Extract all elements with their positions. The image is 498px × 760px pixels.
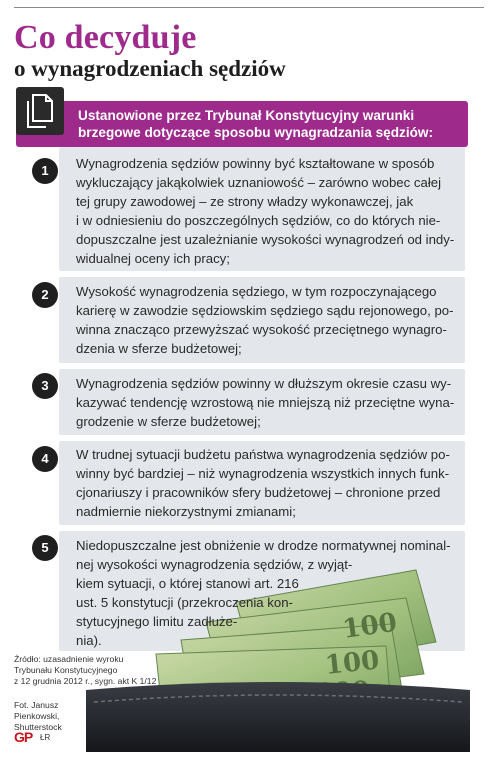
source-line: Trybunału Konstytucyjnego (14, 665, 118, 675)
item-5-line: Niedopuszczalne jest obniżenie w drodze normatywnej nominal- (76, 538, 451, 553)
item-4-line: winny być bardziej – niż wynagrodzenia wszystkich innych funk- (76, 466, 450, 481)
item-3-line: kazywać tendencję wzrostową nie mniejszą niż przeciętne wyna- (76, 395, 455, 410)
item-1-line: widualnej oceny ich pracy; (76, 251, 230, 266)
item-text-2 (76, 282, 458, 358)
item-text-5 (76, 536, 456, 650)
photo-line: Shutterstock (14, 722, 62, 732)
item-1-line: tej grupy zawodowej – ze strony władzy wykonawczej, jak (76, 194, 414, 209)
top-rule (14, 7, 484, 8)
source-line: Źródło: uzasadnienie wyroku (14, 654, 124, 664)
header-line-2: brzegowe dotyczące sposobu wynagradzania sędziów: (78, 125, 434, 140)
wallet (86, 682, 470, 752)
item-2-line: Wysokość wynagrodzenia sędziego, w tym rozpoczynającego (76, 284, 437, 299)
item-number-1: 1 (32, 158, 58, 184)
header-line-1: Ustanowione przez Trybunał Konstytucyjny warunki (78, 108, 415, 123)
header-text (78, 107, 466, 141)
item-3-line: grodzenie w sferze budżetowej; (76, 414, 261, 429)
source-note (14, 654, 164, 687)
item-2-line: winna znacząco przewyższać wysokość przeciętnego wynagro- (76, 322, 447, 337)
banknote-value: 100 (323, 645, 381, 681)
item-4-line: W trudnej sytuacji budżetu państwa wynagrodzenia sędziów po- (76, 447, 450, 462)
item-text-1 (76, 154, 458, 268)
page-title: Co decyduje (14, 19, 197, 56)
item-1-line: dopuszczalne jest uzależnianie wysokości wynagrodzeń od indy- (76, 232, 455, 247)
item-number-3: 3 (32, 373, 58, 399)
page-subtitle: o wynagrodzeniach sędziów (14, 56, 286, 81)
item-5-line: nej wysokości wynagrodzenia sędziów, z wyjąt- (76, 557, 353, 572)
item-2-line: dzenia w sferze budżetowej; (76, 341, 242, 356)
item-2-line: karierę w zawodzie sędziowskim sędziego sądu rejonowego, po- (76, 303, 454, 318)
photo-line: Pienkowski, (14, 711, 60, 721)
item-text-4 (76, 445, 458, 521)
banknote-value: 100 (340, 607, 399, 645)
photo-line: Fot. Janusz (14, 700, 59, 710)
item-number-5: 5 (32, 535, 58, 561)
item-5-line: ust. 5 konstytucji (przekroczenia kon- (76, 595, 293, 610)
item-4-line: nadmiernie niekorzystnymi zmianami; (76, 504, 296, 519)
item-5-line: stytucyjnego limitu zadłuże- (76, 614, 238, 629)
item-number-2: 2 (32, 282, 58, 308)
gp-logo: GP (14, 729, 33, 745)
source-line: z 12 grudnia 2012 r., sygn. akt K 1/12 (14, 676, 157, 686)
item-4-line: cjonariuszy i pracowników sfery budżetowej – chronione przed (76, 485, 441, 500)
item-number-4: 4 (32, 446, 58, 472)
item-1-line: wykluczający jakąkolwiek uznaniowość – zarówno wobec całej (76, 175, 442, 190)
item-1-line: i w odniesieniu do poszczególnych sędziów, co do których nie- (76, 213, 441, 228)
item-5-line: kiem sytuacji, o której stanowi art. 216 (76, 576, 299, 591)
author-initials: ŁR (40, 733, 51, 742)
item-5-line: nia). (76, 633, 102, 648)
item-1-line: Wynagrodzenia sędziów powinny być kształtowane w sposób (76, 156, 435, 171)
documents-icon (16, 87, 64, 135)
item-text-3 (76, 374, 458, 431)
item-3-line: Wynagrodzenia sędziów powinny w dłuższym okresie czasu wy- (76, 376, 452, 391)
